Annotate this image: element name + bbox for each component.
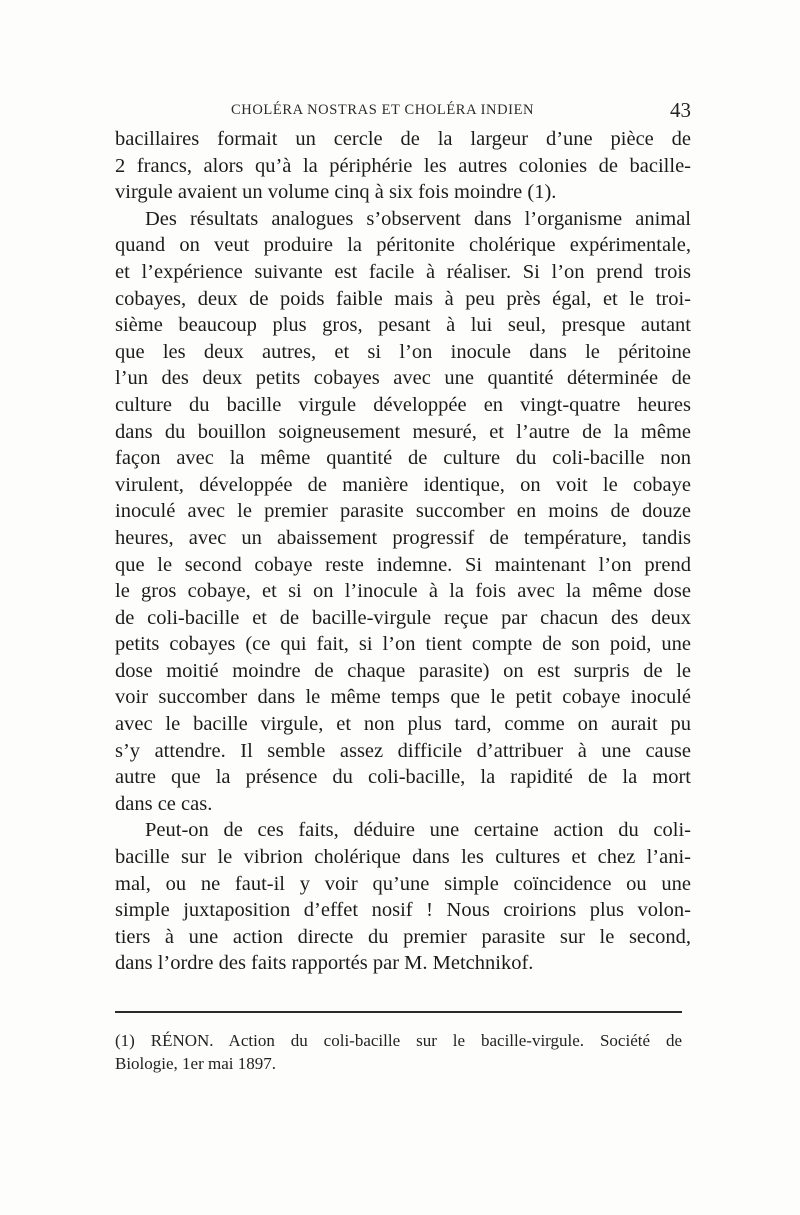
- text-line: Des résultats analogues s’observent dans l’organisme animal: [145, 207, 691, 230]
- text-line: façon avec la même quantité de culture du coli-bacille non: [115, 447, 691, 470]
- text-line: autre que la présence du coli-bacille, la rapidité de la mort: [115, 766, 691, 789]
- text-line: tiers à une action directe du premier parasite sur le second,: [115, 925, 691, 948]
- text-line: Peut-on de ces faits, déduire une certaine action du coli-: [145, 819, 691, 842]
- text-line: dose moitié moindre de chaque parasite) on est surpris de le: [115, 659, 691, 682]
- text-line: culture du bacille virgule développée en vingt-quatre heures: [115, 393, 691, 416]
- page-number: 43: [670, 98, 691, 122]
- body-text: [115, 126, 691, 977]
- text-line: quand on veut produire la péritonite cholérique expérimentale,: [115, 234, 691, 257]
- footnote-line: Biologie, 1er mai 1897.: [115, 1053, 277, 1073]
- text-line: sième beaucoup plus gros, pesant à lui seul, presque autant: [115, 314, 691, 337]
- text-line: avec le bacille virgule, et non plus tard, comme on aurait pu: [115, 713, 691, 736]
- text-line: dans du bouillon soigneusement mesuré, et l’autre de la même: [115, 420, 691, 443]
- running-head: CHOLÉRA NOSTRAS ET CHOLÉRA INDIEN: [231, 102, 535, 118]
- text-line: le gros cobaye, et si on l’inocule à la fois avec la même dose: [115, 580, 691, 603]
- text-line: s’y attendre. Il semble assez difficile d’attribuer à une cause: [115, 739, 691, 762]
- text-line: simple juxtaposition d’effet nosif ! Nous croirions plus volon-: [115, 899, 691, 922]
- text-line: dans l’ordre des faits rapportés par M. Metchnikof.: [115, 952, 534, 975]
- text-line: de coli-bacille et de bacille-virgule reçue par chacun des deux: [115, 606, 691, 629]
- text-line: bacille sur le vibrion cholérique dans les cultures et chez l’ani-: [115, 846, 691, 869]
- page-header: [115, 98, 691, 126]
- footnote-divider: [115, 1011, 682, 1013]
- text-line: voir succomber dans le même temps que le petit cobaye inoculé: [115, 686, 691, 709]
- text-line: l’un des deux petits cobayes avec une quantité déterminée de: [115, 367, 691, 390]
- text-line: bacillaires formait un cercle de la largeur d’une pièce de: [115, 128, 691, 150]
- text-line: 2 francs, alors qu’à la périphérie les autres colonies de bacille-: [115, 154, 691, 177]
- text-line: et l’expérience suivante est facile à réaliser. Si l’on prend trois: [115, 260, 691, 283]
- text-line: que les deux autres, et si l’on inocule dans le péritoine: [115, 340, 691, 363]
- text-line: dans ce cas.: [115, 792, 213, 815]
- text-line: mal, ou ne faut-il y voir qu’une simple coïncidence ou une: [115, 872, 691, 895]
- text-line: inoculé avec le premier parasite succomber en moins de douze: [115, 500, 691, 523]
- footnote-line: (1) RÉNON. Action du coli-bacille sur le bacille-virgule. Société de: [115, 1031, 682, 1050]
- text-line: virulent, développée de manière identique, on voit le cobaye: [115, 473, 691, 496]
- text-line: petits cobayes (ce qui fait, si l’on tient compte de son poid, une: [115, 633, 691, 656]
- text-line: cobayes, deux de poids faible mais à peu près égal, et le troi-: [115, 287, 691, 310]
- footnote: [115, 1030, 682, 1075]
- text-line: virgule avaient un volume cinq à six fois moindre (1).: [115, 181, 557, 204]
- text-line: heures, avec un abaissement progressif de température, tandis: [115, 526, 691, 549]
- text-line: que le second cobaye reste indemne. Si maintenant l’on prend: [115, 553, 691, 576]
